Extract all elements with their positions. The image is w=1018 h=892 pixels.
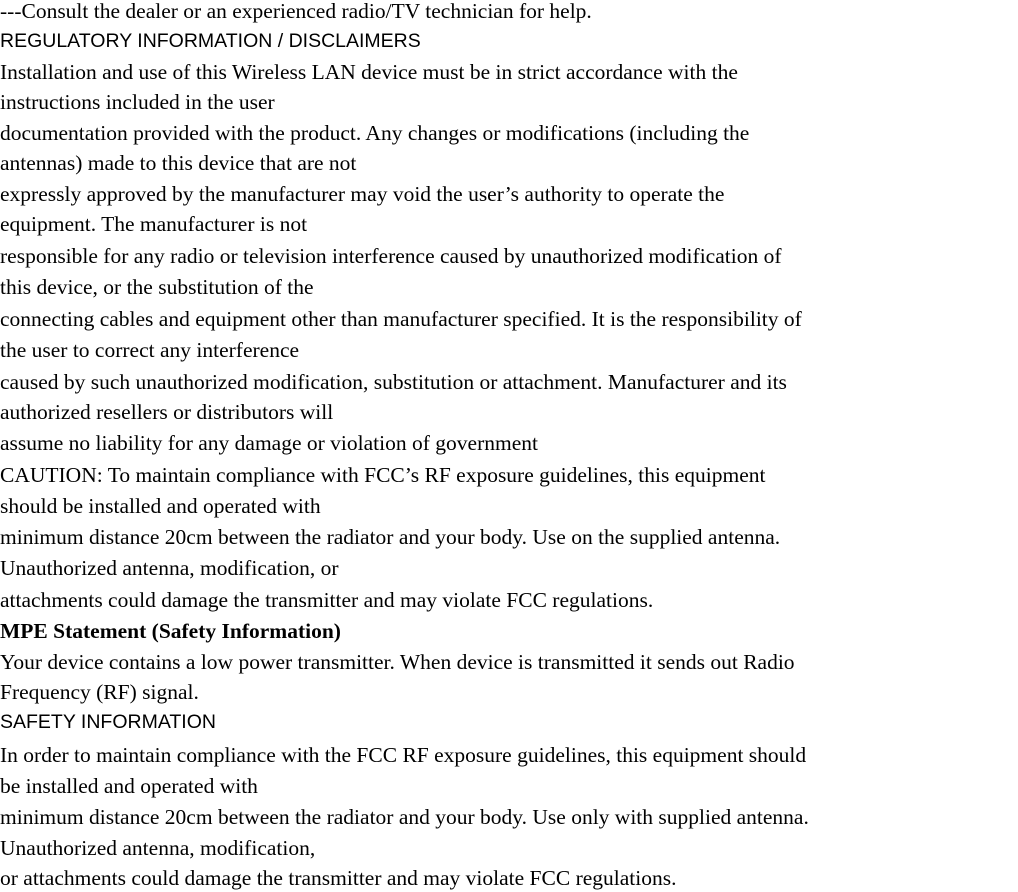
text-line: assume no liability for any damage or violation of government xyxy=(0,431,538,455)
heading-regulatory-information: REGULATORY INFORMATION / DISCLAIMERS xyxy=(0,30,421,52)
text-line: caused by such unauthorized modification, substitution or attachment. Manufacturer and its xyxy=(0,370,787,394)
text-line: expressly approved by the manufacturer may void the user’s authority to operate the xyxy=(0,182,725,206)
text-line: equipment. The manufacturer is not xyxy=(0,212,308,236)
text-line: or attachments could damage the transmitter and may violate FCC regulations. xyxy=(0,866,677,890)
text-line: attachments could damage the transmitter and may violate FCC regulations. xyxy=(0,588,654,612)
heading-mpe-statement: MPE Statement (Safety Information) xyxy=(0,619,341,643)
text-line: antennas) made to this device that are not xyxy=(0,151,357,175)
text-line-consult-dealer: ---Consult the dealer or an experienced radio/TV technician for help. xyxy=(0,0,592,23)
text-line: be installed and operated with xyxy=(0,774,258,798)
text-line: minimum distance 20cm between the radiator and your body. Use only with supplied antenna. xyxy=(0,805,809,829)
text-line: Your device contains a low power transmitter. When device is transmitted it sends out Radio xyxy=(0,650,795,674)
text-line: this device, or the substitution of the xyxy=(0,275,314,299)
text-line: Unauthorized antenna, modification, or xyxy=(0,556,339,580)
text-line: In order to maintain compliance with the FCC RF exposure guidelines, this equipment should xyxy=(0,743,807,767)
text-line: should be installed and operated with xyxy=(0,494,321,518)
text-line: Installation and use of this Wireless LAN device must be in strict accordance with the xyxy=(0,60,738,84)
text-line: Frequency (RF) signal. xyxy=(0,680,199,704)
text-line: authorized resellers or distributors will xyxy=(0,400,334,424)
heading-safety-information: SAFETY INFORMATION xyxy=(0,711,216,733)
text-line: connecting cables and equipment other than manufacturer specified. It is the responsibility of xyxy=(0,307,802,331)
text-line: Unauthorized antenna, modification, xyxy=(0,836,316,860)
text-line: responsible for any radio or television interference caused by unauthorized modification of xyxy=(0,244,782,268)
text-line: instructions included in the user xyxy=(0,90,275,114)
text-line: the user to correct any interference xyxy=(0,338,300,362)
caution-statement: CAUTION: To maintain compliance with FCC’s RF exposure guidelines, this equipment xyxy=(0,463,766,487)
text-line: documentation provided with the product. Any changes or modifications (including the xyxy=(0,121,750,145)
text-line: minimum distance 20cm between the radiator and your body. Use on the supplied antenna. xyxy=(0,525,781,549)
